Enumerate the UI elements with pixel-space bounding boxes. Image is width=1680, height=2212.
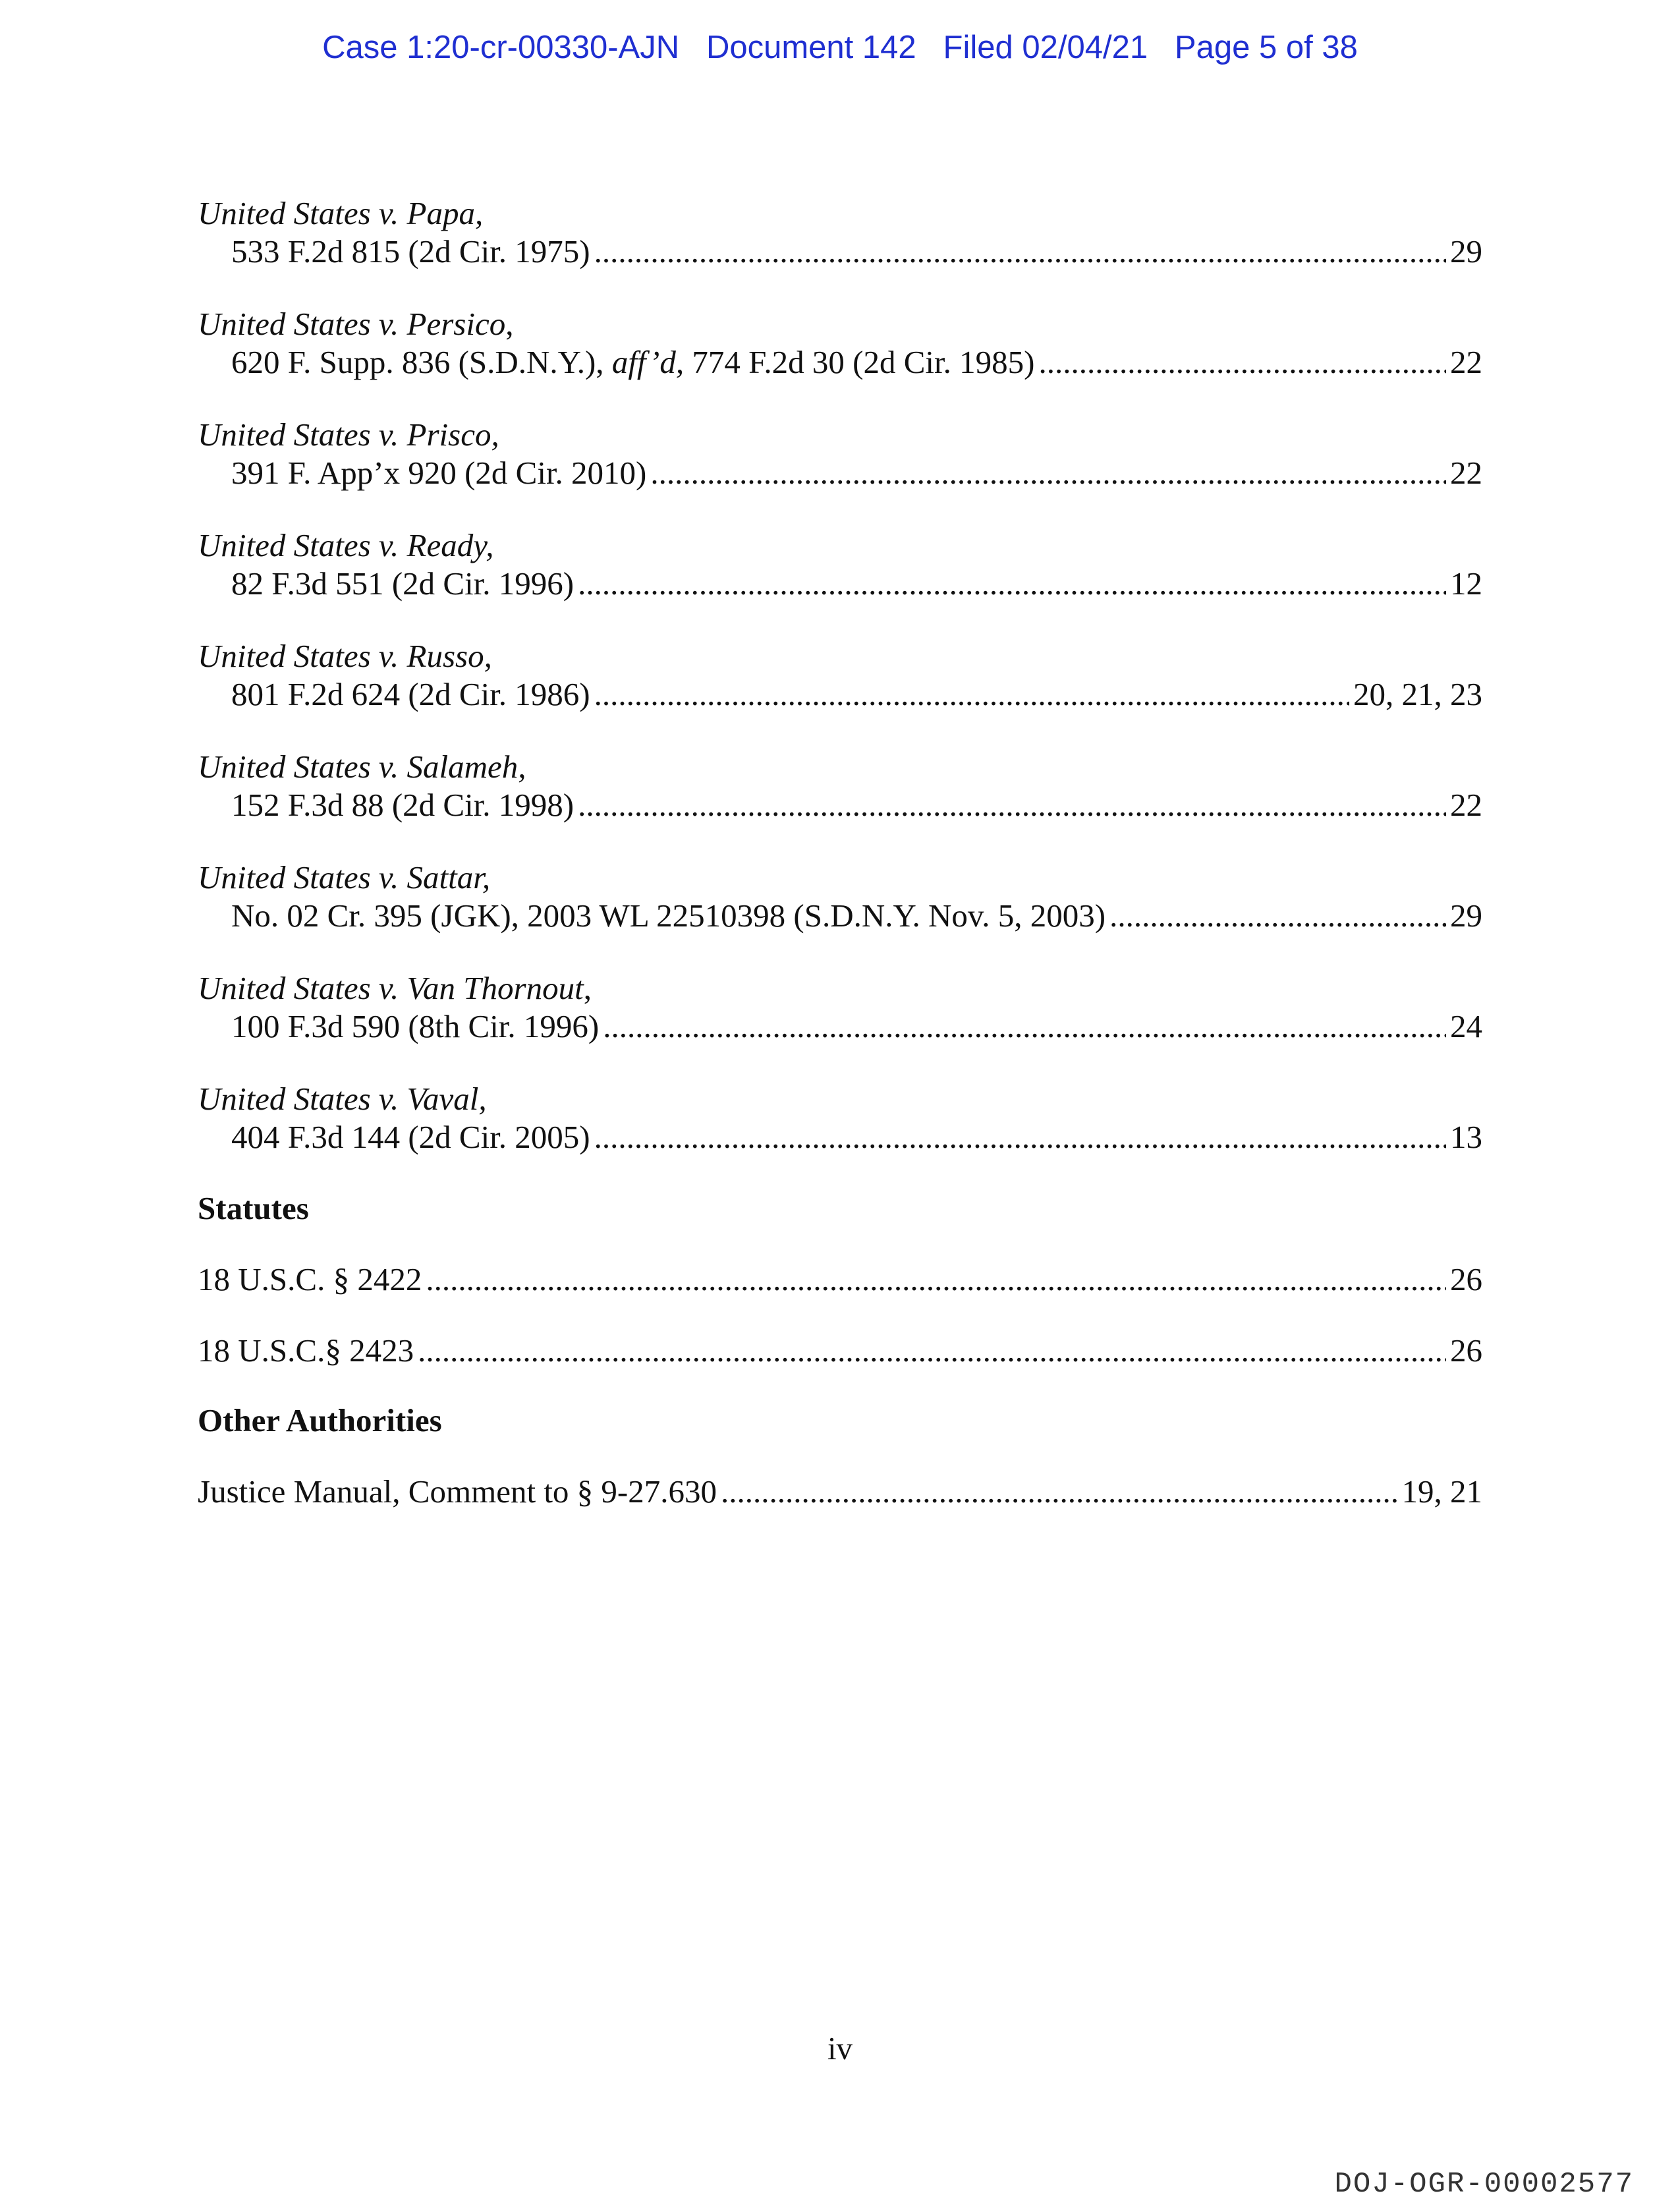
dot-leader: [603, 1007, 1446, 1046]
dot-leader: [594, 675, 1349, 714]
dot-leader: [1109, 897, 1446, 935]
page-reference: 19, 21: [1401, 1473, 1482, 1510]
citation: 404 F.3d 144 (2d Cir. 2005): [231, 1119, 590, 1155]
case-entry-persico: [198, 305, 1482, 382]
case-entry-russo: [198, 637, 1482, 714]
page-reference: 26: [1450, 1332, 1482, 1369]
page-reference: 22: [1450, 787, 1482, 823]
page-indicator: Page 5 of 38: [1174, 30, 1358, 65]
citation: No. 02 Cr. 395 (JGK), 2003 WL 22510398 (S.D.N.Y. Nov. 5, 2003): [231, 897, 1106, 934]
case-entry-sattar: [198, 859, 1482, 935]
case-name-comma: ,: [505, 306, 514, 342]
dot-leader: [1038, 343, 1446, 382]
case-name: United States v. Ready,: [198, 527, 494, 563]
citation-line: [198, 454, 1482, 492]
case-name-text: United States v. Van Thornout: [198, 970, 584, 1006]
citation-line: [198, 343, 1482, 382]
dot-leader: [594, 233, 1446, 271]
case-name: United States v. Russo,: [198, 638, 492, 674]
dot-leader: [650, 454, 1446, 492]
page-number: iv: [827, 2030, 853, 2066]
citation: 801 F.2d 624 (2d Cir. 1986): [231, 676, 590, 712]
case-name-comma: ,: [583, 970, 592, 1006]
dot-leader: [426, 1261, 1446, 1299]
citation-line: [198, 233, 1482, 271]
citation-line: [198, 1007, 1482, 1046]
table-of-authorities: [198, 194, 1482, 1544]
citation-line: [198, 1118, 1482, 1156]
page-reference: 29: [1450, 897, 1482, 934]
case-name: United States v. Sattar,: [198, 859, 491, 895]
case-name: United States v. Vaval,: [198, 1081, 487, 1117]
case-name: United States v. Papa,: [198, 195, 484, 231]
other-authority-entry: [198, 1473, 1482, 1511]
page-reference: 13: [1450, 1119, 1482, 1155]
dot-leader: [418, 1332, 1446, 1370]
citation: 533 F.2d 815 (2d Cir. 1975): [231, 233, 590, 269]
case-name: [198, 305, 1482, 343]
case-entry-ready: [198, 526, 1482, 603]
bates-number: DOJ-OGR-00002577: [1334, 2168, 1634, 2201]
page-reference: 26: [1450, 1261, 1482, 1297]
page-reference: 20, 21, 23: [1353, 676, 1482, 712]
dot-leader: [578, 786, 1446, 824]
case-entry-papa: [198, 194, 1482, 271]
filed-date: Filed 02/04/21: [943, 30, 1148, 65]
citation-line: [198, 675, 1482, 714]
case-name: United States v. Salameh,: [198, 749, 526, 785]
page-reference: 22: [1450, 455, 1482, 491]
statute-entry: [198, 1261, 1482, 1299]
citation: Justice Manual, Comment to § 9-27.630: [198, 1473, 717, 1510]
citation-line: [198, 565, 1482, 603]
dot-leader: [594, 1118, 1446, 1156]
citation: 18 U.S.C.§ 2423: [198, 1332, 414, 1369]
case-name: United States v. Prisco,: [198, 416, 499, 453]
page-reference: 12: [1450, 565, 1482, 602]
case-header: [0, 29, 1680, 66]
case-name: [198, 969, 1482, 1007]
case-number: Case 1:20-cr-00330-AJN: [322, 30, 680, 65]
citation-affd: aff’d,: [611, 344, 685, 380]
case-name-text: United States v. Persico: [198, 306, 506, 342]
citation: 152 F.3d 88 (2d Cir. 1998): [231, 787, 574, 823]
page-reference: 29: [1450, 233, 1482, 269]
page-reference: 24: [1450, 1008, 1482, 1044]
statutes-heading: Statutes: [198, 1190, 309, 1226]
citation: [231, 343, 1034, 382]
case-entry-vaval: [198, 1080, 1482, 1156]
page-reference: 22: [1450, 344, 1482, 380]
citation-line: [198, 786, 1482, 824]
dot-leader: [721, 1473, 1398, 1511]
citation-line: [198, 1473, 1482, 1511]
dot-leader: [578, 565, 1446, 603]
case-entry-prisco: [198, 416, 1482, 492]
citation: 100 F.3d 590 (8th Cir. 1996): [231, 1008, 600, 1044]
citation-part-rest: 774 F.2d 30 (2d Cir. 1985): [684, 344, 1035, 380]
citation: 82 F.3d 551 (2d Cir. 1996): [231, 565, 574, 602]
statute-entry: [198, 1332, 1482, 1370]
citation-line: [198, 1261, 1482, 1299]
citation-line: [198, 1332, 1482, 1370]
citation: 391 F. App’x 920 (2d Cir. 2010): [231, 455, 647, 491]
case-entry-salameh: [198, 748, 1482, 824]
other-authorities-heading: Other Authorities: [198, 1402, 442, 1438]
case-entry-van-thornout: [198, 969, 1482, 1046]
citation-line: [198, 897, 1482, 935]
document-number: Document 142: [706, 30, 916, 65]
citation-part: 620 F. Supp. 836 (S.D.N.Y.),: [231, 344, 612, 380]
citation: 18 U.S.C. § 2422: [198, 1261, 422, 1297]
